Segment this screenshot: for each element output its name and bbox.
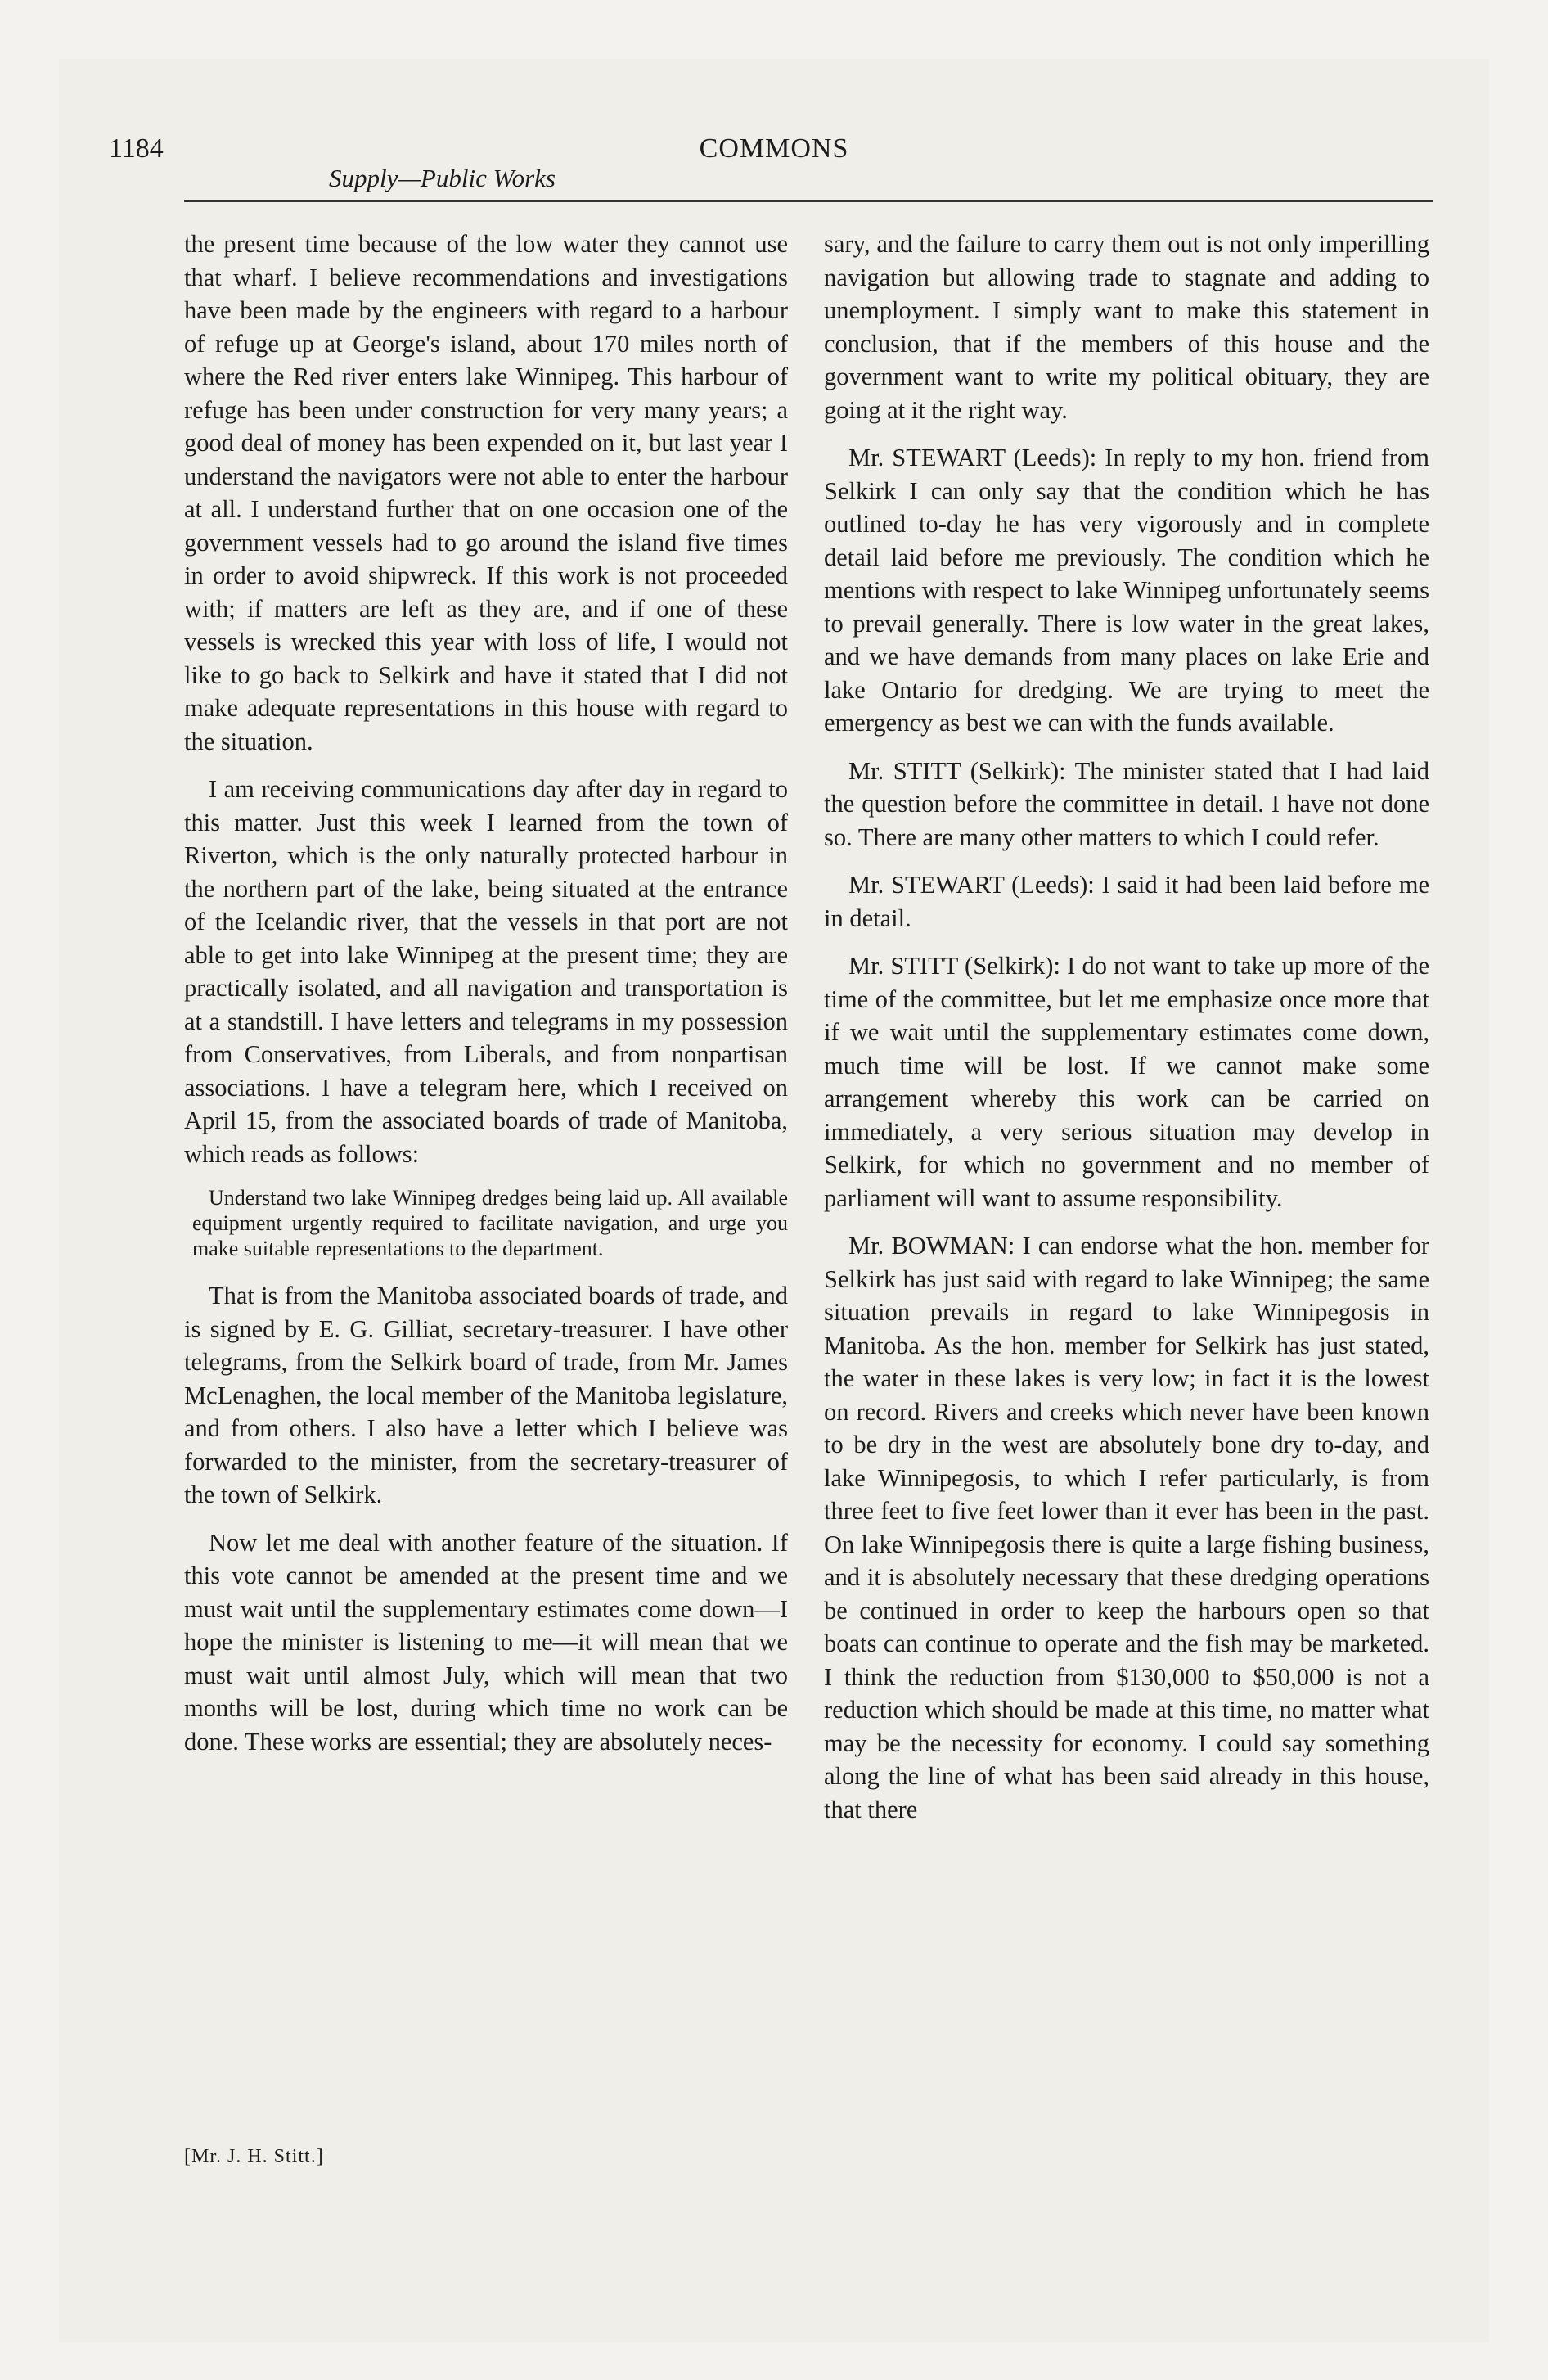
paragraph: the present time because of the low water they cannot use that wharf. I believe recommendations and investigations have been made by the engineers with regard to a harbour of refuge up at George's island, about 170 miles north of where the Red river enters lake Winnipeg. This harbour of refuge has been under construction for very many years; a good deal of money has been expended on it, but last year I understand the navigators were not able to enter the harbour at all. I understand further that on one occasion one of the government vessels had to go around the island five times in order to avoid shipwreck. If this work is not proceeded with; if matters are left as they are, and if one of these vessels is wrecked this year with loss of life, I would not like to go back to Selkirk and have it stated that I did not make adequate representations in this house with regard to the situation. [184,230,788,755]
paragraph: Now let me deal with another feature of the situation. If this vote cannot be amended at the present time and we must wait until the supplementary estimates come down—I hope the minister is listening to me—it will mean that we must wait until almost July, which will mean that two months will be lost, during which time no work can be done. These works are essential; they are absolutely neces- [184,1528,788,1756]
header-rule [184,200,1433,202]
left-column [184,228,788,1773]
speaker-attribution: [Mr. J. H. Stitt.] [184,2146,324,2167]
speech-bowman: Mr. BOWMAN: I can endorse what the hon. member for Selkirk has just said with regard to lake Winnipeg; the same situation prevails in regard to lake Winnipegosis in Manitoba. As the hon. member for Selkirk has just stated, the water in these lakes is very low; in fact it is the lowest on record. Rivers and creeks which never have been known to be dry in the west are absolutely bone dry to-day, and lake Winnipegosis, to which I refer particularly, is from three feet to five feet lower than it ever has been in the past. On lake Winnipegosis there is quite a large fishing business, and it is absolutely necessary that these dredging operations be continued in order to keep the harbours open so that boats can continue to operate and the fish may be marketed. I think the reduction from $130,000 to $50,000 is not a reduction which should be made at this time, no matter what may be the necessity for economy. I could say something along the line of what has been said already in this house, that there [824,1232,1429,1823]
speech-stewart: Mr. STEWART (Leeds): In reply to my hon. friend from Selkirk I can only say that the condition which he has outlined to-day he has very vigorously and in complete detail laid before me previously. The condition which he mentions with respect to lake Winnipeg unfortunately seems to prevail generally. There is low water in the great lakes, and we have demands from many places on lake Erie and lake Ontario for dredging. We are trying to meet the emergency as best we can with the funds available. [824,444,1429,737]
speech-stitt: Mr. STITT (Selkirk): I do not want to take up more of the time of the committee, but let me emphasize once more that if we wait until the supplementary estimates come down, much time will be lost. If we cannot make some arrangement whereby this work can be carried on immediately, a very serious situation may develop in Selkirk, for which no government and no member of parliament will want to assume responsibility. [824,952,1429,1212]
paragraph: That is from the Manitoba associated boards of trade, and is signed by E. G. Gilliat, secretary-treasurer. I have other telegrams, from the Selkirk board of trade, from Mr. James McLenaghen, the local member of the Manitoba legislature, and from others. I also have a letter which I believe was forwarded to the minister, from the secretary-treasurer of the town of Selkirk. [184,1282,788,1508]
running-title: COMMONS [699,133,849,164]
quoted-telegram: Understand two lake Winnipeg dredges being laid up. All available equipment urgently required to facilitate navigation, and urge you make suitable representations to the department. [192,1186,788,1260]
right-column [824,228,1429,1841]
speech-stewart: Mr. STEWART (Leeds): I said it had been laid before me in detail. [824,871,1429,932]
paragraph: sary, and the failure to carry them out is not only imperilling navigation but allowing trade to stagnate and adding to unemployment. I simply want to make this statement in conclusion, that if the members of this house and the government want to write my political obituary, they are going at it the right way. [824,230,1429,424]
section-heading: Supply—Public Works [329,164,556,192]
paragraph: I am receiving communications day after day in regard to this matter. Just this week I learned from the town of Riverton, which is the only naturally protected harbour in the northern part of the lake, being situated at the entrance of the Icelandic river, that the vessels in that port are not able to get into lake Winnipeg at the present time; they are practically isolated, and all navigation and transportation is at a standstill. I have letters and telegrams in my possession from Conservatives, from Liberals, and from nonpartisan associations. I have a telegram here, which I received on April 15, from the associated boards of trade of Manitoba, which reads as follows: [184,775,788,1168]
speech-stitt: Mr. STITT (Selkirk): The minister stated that I had laid the question before the committee in detail. I have not done so. There are many other matters to which I could refer. [824,756,1429,851]
page-number: 1184 [109,133,164,164]
